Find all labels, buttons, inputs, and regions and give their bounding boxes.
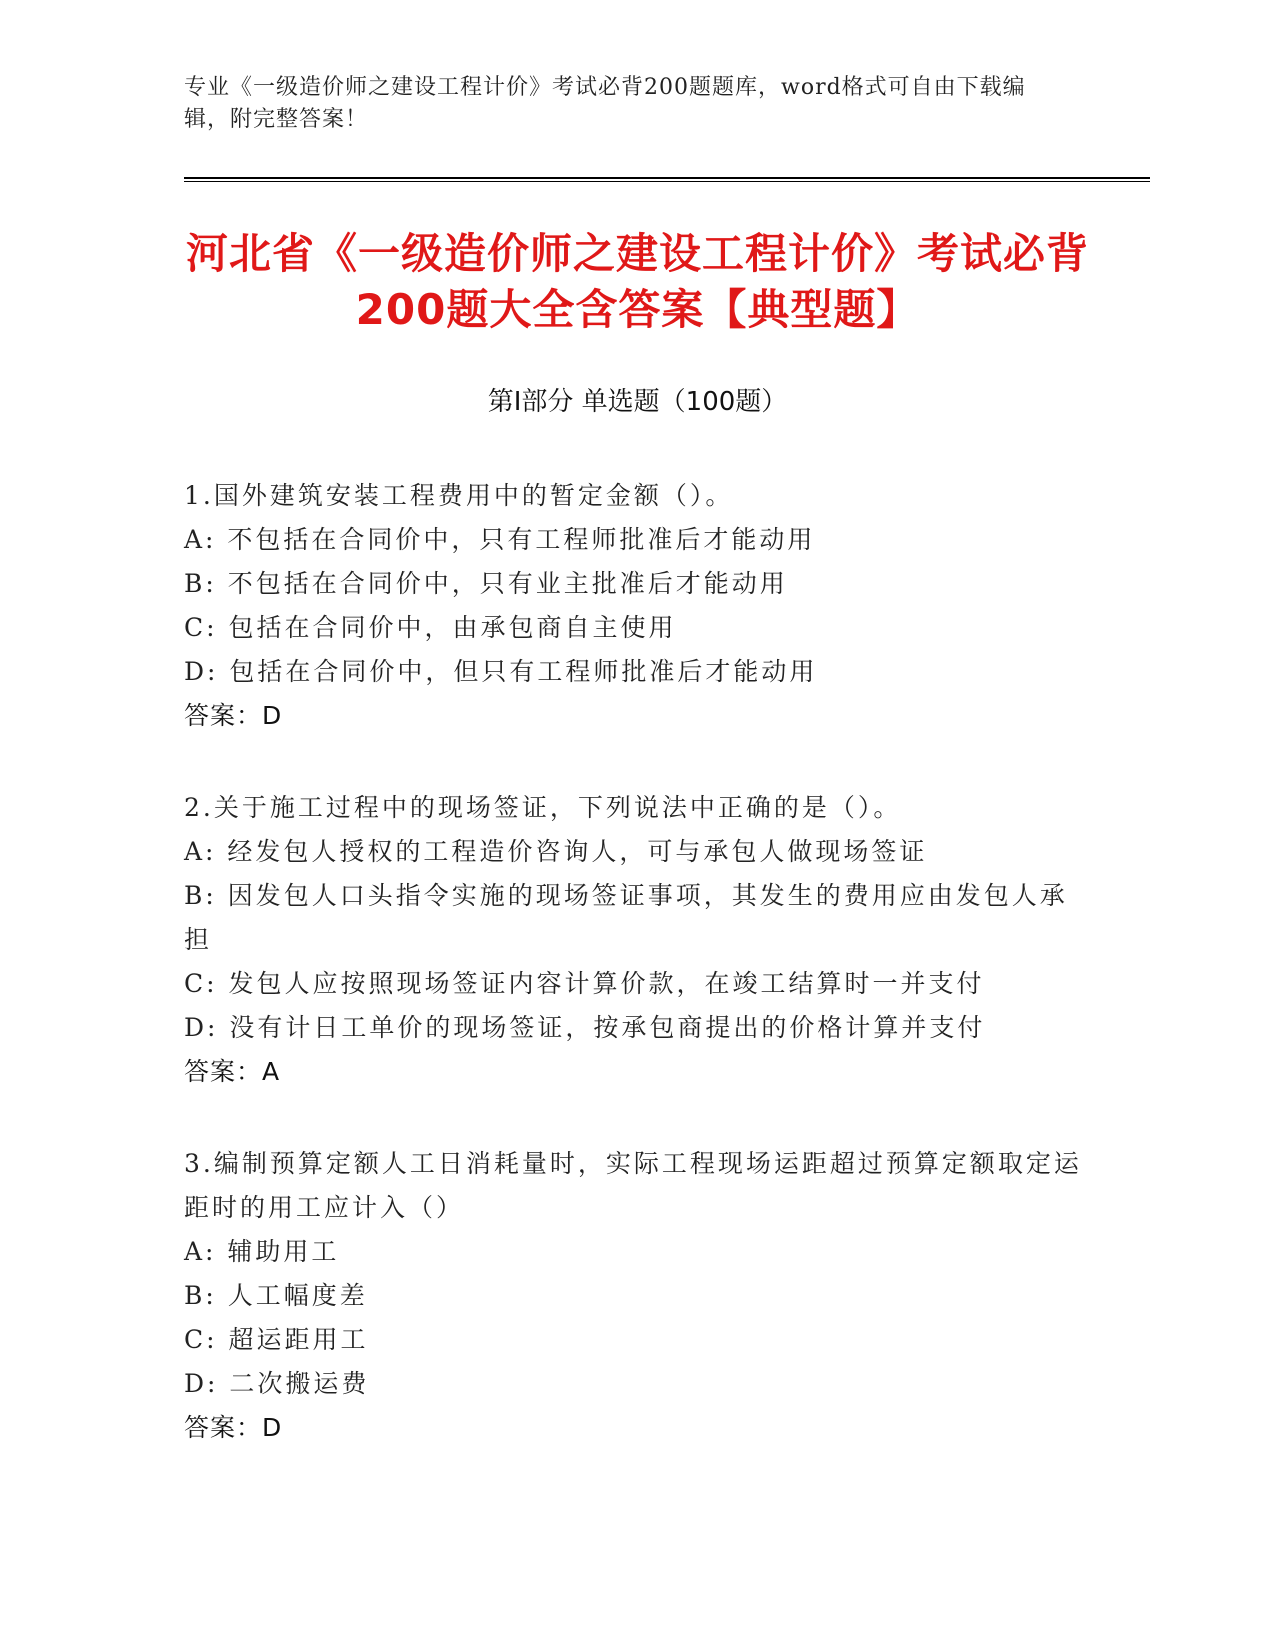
option-a: A: 辅助用工 xyxy=(184,1237,340,1266)
section-heading: 第I部分 单选题（100题） xyxy=(487,387,788,417)
option-c: C: 包括在合同价中，由承包商自主使用 xyxy=(184,613,677,642)
option-a: A: 经发包人授权的工程造价咨询人，可与承包人做现场签证 xyxy=(184,837,928,866)
option-c: C: 发包人应按照现场签证内容计算价款，在竣工结算时一并支付 xyxy=(184,969,985,998)
question-3 xyxy=(184,1142,1084,1450)
option-d: D: 包括在合同价中，但只有工程师批准后才能动用 xyxy=(184,657,818,686)
question-1 xyxy=(184,474,1084,738)
answer: 答案：D xyxy=(184,701,283,730)
question-list xyxy=(184,474,1084,1498)
question-stem: 2.关于施工过程中的现场签证，下列说法中正确的是（）。 xyxy=(184,793,902,822)
option-b: B: 人工幅度差 xyxy=(184,1281,368,1310)
option-a: A: 不包括在合同价中，只有工程师批准后才能动用 xyxy=(184,525,816,554)
question-stem: 3.编制预算定额人工日消耗量时，实际工程现场运距超过预算定额取定运距时的用工应计入（） xyxy=(184,1149,1082,1222)
header-note: 专业《一级造价师之建设工程计价》考试必背200题题库，word格式可自由下载编辑，附完整答案！ xyxy=(184,75,1026,132)
option-c: C: 超运距用工 xyxy=(184,1325,369,1354)
option-d: D: 没有计日工单价的现场签证，按承包商提出的价格计算并支付 xyxy=(184,1013,986,1042)
header-divider-thick xyxy=(184,177,1150,179)
question-stem: 1.国外建筑安装工程费用中的暂定金额（）。 xyxy=(184,481,734,510)
answer: 答案：D xyxy=(184,1413,283,1442)
answer: 答案：A xyxy=(184,1057,281,1086)
document-title: 河北省《一级造价师之建设工程计价》考试必背200题大全含答案【典型题】 xyxy=(185,229,1089,334)
header-divider-thin xyxy=(184,181,1150,182)
option-b: B: 不包括在合同价中，只有业主批准后才能动用 xyxy=(184,569,788,598)
question-2 xyxy=(184,786,1084,1094)
option-b: B: 因发包人口头指令实施的现场签证事项，其发生的费用应由发包人承担 xyxy=(184,881,1068,954)
option-d: D: 二次搬运费 xyxy=(184,1369,370,1398)
